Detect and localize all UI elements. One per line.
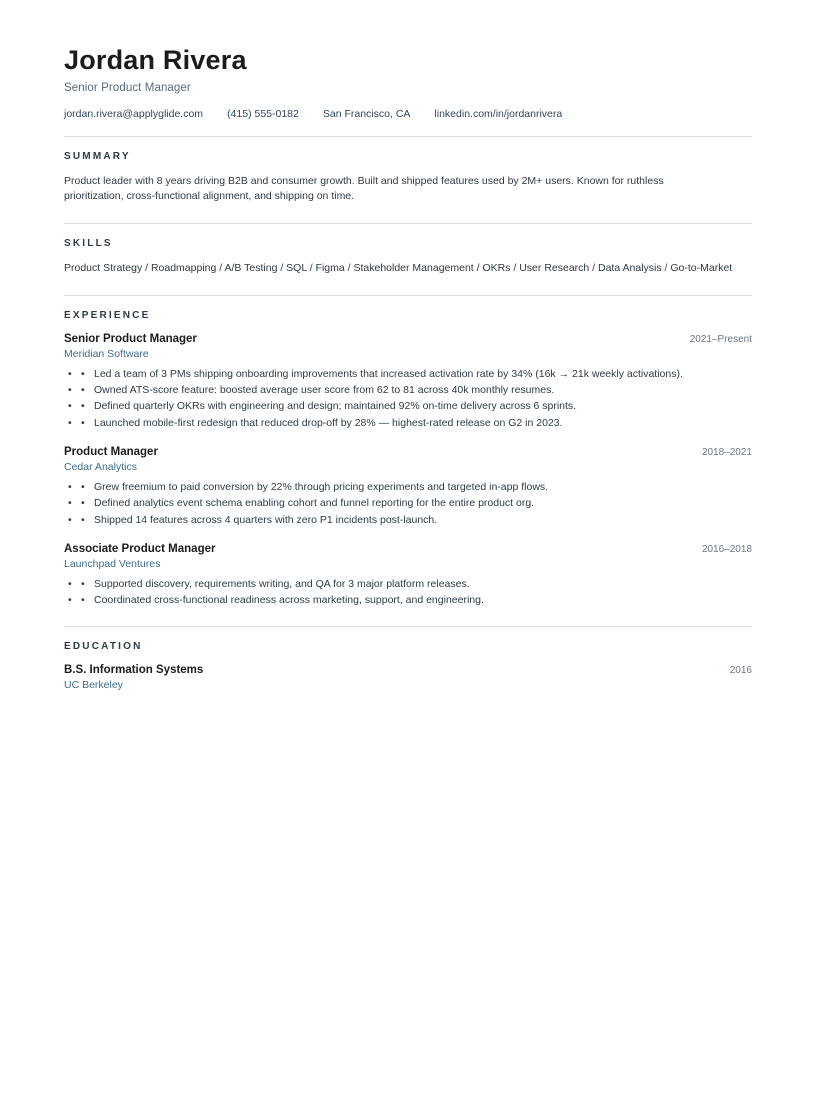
contact-linkedin[interactable]: linkedin.com/in/jordanrivera <box>434 107 563 120</box>
job-bullet-list <box>64 366 752 431</box>
job-title: Product Manager <box>64 446 158 458</box>
job-company: Cedar Analytics <box>64 461 137 473</box>
job-dates: 2018–2021 <box>701 447 752 458</box>
section-education <box>64 641 752 691</box>
contact-phone[interactable]: (415) 555-0182 <box>227 107 299 120</box>
professional-headline: Senior Product Manager <box>64 81 191 94</box>
education-date: 2016 <box>729 665 752 677</box>
divider-skills <box>64 223 752 224</box>
divider-experience <box>64 295 752 296</box>
job-bullet: • Shipped 14 features across 4 quarters with zero P1 incidents post-launch. • <box>64 512 752 528</box>
job-title: Senior Product Manager <box>64 332 197 345</box>
section-title-experience: EXPERIENCE <box>64 309 151 321</box>
divider-summary <box>64 136 752 137</box>
section-experience <box>64 310 752 608</box>
education-degree: B.S. Information Systems <box>64 664 204 677</box>
job-bullet: • Defined analytics event schema enabling cohort and funnel reporting for the entire product org. • <box>64 495 752 511</box>
section-title-education: EDUCATION <box>64 641 143 653</box>
job-company: Launchpad Ventures <box>64 557 161 570</box>
job-title: Associate Product Manager <box>64 542 216 555</box>
summary-text: Product leader with 8 years driving B2B and consumer growth. Built and shipped features used by 2M+ users. Known for ruthless prioritization, cross-functional alignment, and shipping on time. <box>64 174 664 203</box>
job-bullet: • Coordinated cross-functional readiness across marketing, support, and engineering. • <box>64 592 752 608</box>
job-dates: 2016–2018 <box>701 543 752 555</box>
job-bullet: • Launched mobile-first redesign that reduced drop-off by 28% — highest-rated release on G2 in 2023. • <box>64 415 752 431</box>
contact-row <box>64 108 752 120</box>
education-item-header <box>64 664 752 676</box>
job-bullet: • Owned ATS-score feature: boosted average user score from 62 to 81 across 40k monthly resumes. • <box>64 382 752 398</box>
contact-location: San Francisco, CA <box>322 107 411 120</box>
job-bullet: • Defined quarterly OKRs with engineering and design; maintained 92% on-time delivery across 6 sprints. • <box>64 398 752 414</box>
job-bullet: • Grew freemium to paid conversion by 22% through pricing experiments and targeted in-app flows. • <box>64 479 752 495</box>
education-school: UC Berkeley <box>64 679 123 692</box>
experience-item <box>64 543 752 609</box>
job-company: Meridian Software <box>64 347 149 360</box>
job-bullet-list <box>64 479 752 528</box>
job-bullet-list <box>64 576 752 609</box>
contact-email[interactable]: jordan.rivera@applyglide.com <box>64 107 204 120</box>
job-bullet: • Led a team of 3 PMs shipping onboarding improvements that increased activation rate by 34% (16k → 21k weekly activations). • <box>64 366 752 382</box>
section-title-skills: SKILLS <box>64 238 113 250</box>
section-title-summary: SUMMARY <box>64 150 131 162</box>
experience-item-header <box>64 446 752 458</box>
section-skills <box>64 238 752 277</box>
skills-text: Product Strategy / Roadmapping / A/B Testing / SQL / Figma / Stakeholder Management / OKRs / User Research / Data Analysis / Go-to-Market <box>64 262 733 275</box>
experience-item-header <box>64 543 752 555</box>
experience-item-header <box>64 333 752 345</box>
job-bullet: • Supported discovery, requirements writing, and QA for 3 major platform releases. • <box>64 576 752 592</box>
experience-item <box>64 333 752 431</box>
page-title: Jordan Rivera <box>64 45 247 75</box>
experience-item <box>64 446 752 528</box>
section-summary <box>64 151 752 206</box>
divider-education <box>64 626 752 627</box>
job-dates: 2021–Present <box>689 333 752 345</box>
